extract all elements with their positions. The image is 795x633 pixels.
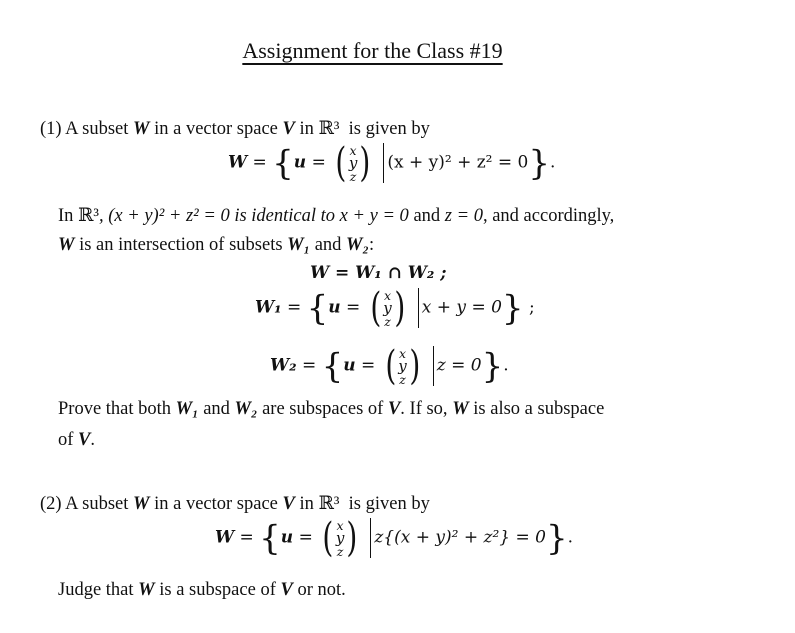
p1-line2: In ℝ³, (x + y)² + z² = 0 is identical to x + y = 0 and z = 0, and accordingly, bbox=[58, 206, 615, 226]
p1-prove-cont: of V. bbox=[58, 430, 96, 450]
p2-definition: W = {u = ( x y z ) z{(x + y)² + z²} = 0}. bbox=[215, 515, 573, 561]
intersection-eq: W = W₁ ∩ W₂ ; bbox=[310, 263, 447, 283]
p1-definition: W = {u = ( x y z ) (x + y)² + z² = 0}. bbox=[228, 140, 556, 186]
column-vector: ( x y z ) bbox=[370, 285, 406, 331]
column-vector: ( x y z ) bbox=[322, 515, 358, 561]
column-vector: ( x y z ) bbox=[335, 140, 371, 186]
page-title: Assignment for the Class #19 bbox=[242, 38, 503, 63]
w2-definition: W₂ = {u = ( x y z ) z = 0}. bbox=[270, 343, 509, 389]
p1-intro: (1) A subset W in a vector space V in ℝ³ is given by bbox=[40, 119, 430, 139]
column-vector: ( x y z ) bbox=[385, 343, 421, 389]
p2-intro: (2) A subset W in a vector space V in ℝ³ is given by bbox=[40, 494, 430, 514]
p1-line3: W is an intersection of subsets W₁ and W₂: bbox=[58, 235, 375, 255]
p2-judge: Judge that W is a subspace of V or not. bbox=[58, 580, 346, 600]
w1-definition: W₁ = {u = ( x y z ) x + y = 0} ; bbox=[255, 285, 535, 331]
p1-prove: Prove that both W₁ and W₂ are subspaces of V. If so, W is also a subspace bbox=[58, 399, 605, 419]
